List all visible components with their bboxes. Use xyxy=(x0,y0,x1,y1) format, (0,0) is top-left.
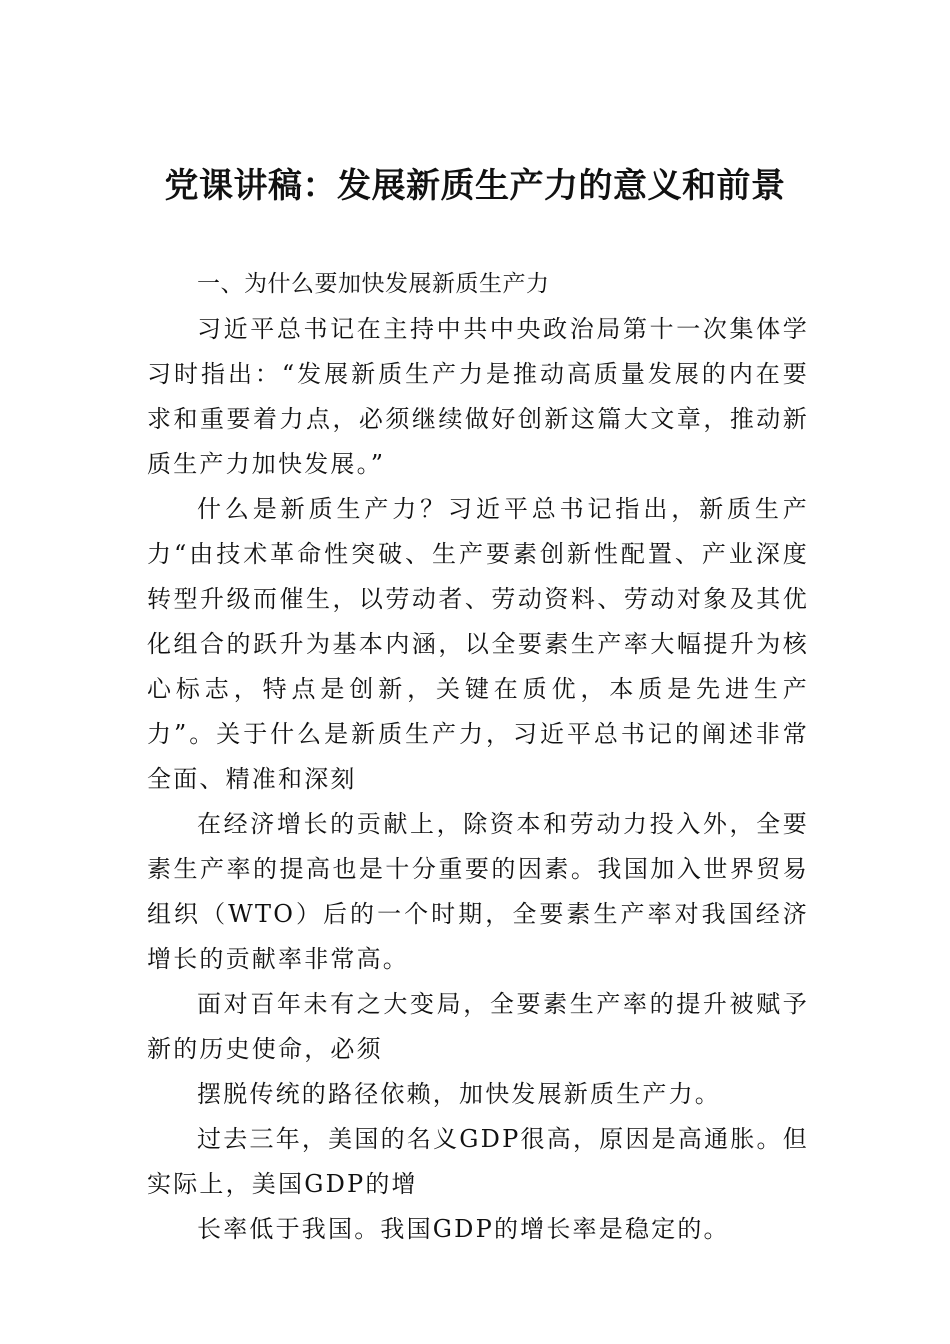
paragraph-1: 习近平总书记在主持中共中央政治局第十一次集体学习时指出：“发展新质生产力是推动高质量发展的内在要求和重要着力点，必须继续做好创新这篇大文章，推动新质生产力加快发展。” xyxy=(147,315,809,478)
section-heading: 一、为什么要加快发展新质生产力 xyxy=(197,271,550,297)
paragraph-3: 在经济增长的贡献上，除资本和劳动力投入外，全要素生产率的提高也是十分重要的因素。我国加入世界贸易组织（WTO）后的一个时期，全要素生产率对我国经济增长的贡献率非常高。 xyxy=(147,810,809,973)
paragraph-5: 摆脱传统的路径依赖，加快发展新质生产力。 xyxy=(197,1080,721,1108)
paragraph-6: 过去三年，美国的名义GDP很高，原因是高通胀。但实际上，美国GDP的增 xyxy=(147,1125,809,1198)
paragraph-2: 什么是新质生产力？习近平总书记指出，新质生产力“由技术革命性突破、生产要素创新性配置、产业深度转型升级而催生，以劳动者、劳动资料、劳动对象及其优化组合的跃升为基本内涵，以全要素生产率大幅提升为核心标志，特点是创新，关键在质优，本质是先进生产力”。关于什么是新质生产力，习近平总书记的阐述非常全面、精准和深刻 xyxy=(147,495,809,793)
document-body xyxy=(147,262,809,1252)
page-title: 党课讲稿：发展新质生产力的意义和前景 xyxy=(164,166,786,206)
paragraph-4: 面对百年未有之大变局，全要素生产率的提升被赋予新的历史使命，必须 xyxy=(147,990,809,1063)
paragraph-7: 长率低于我国。我国GDP的增长率是稳定的。 xyxy=(197,1215,730,1243)
